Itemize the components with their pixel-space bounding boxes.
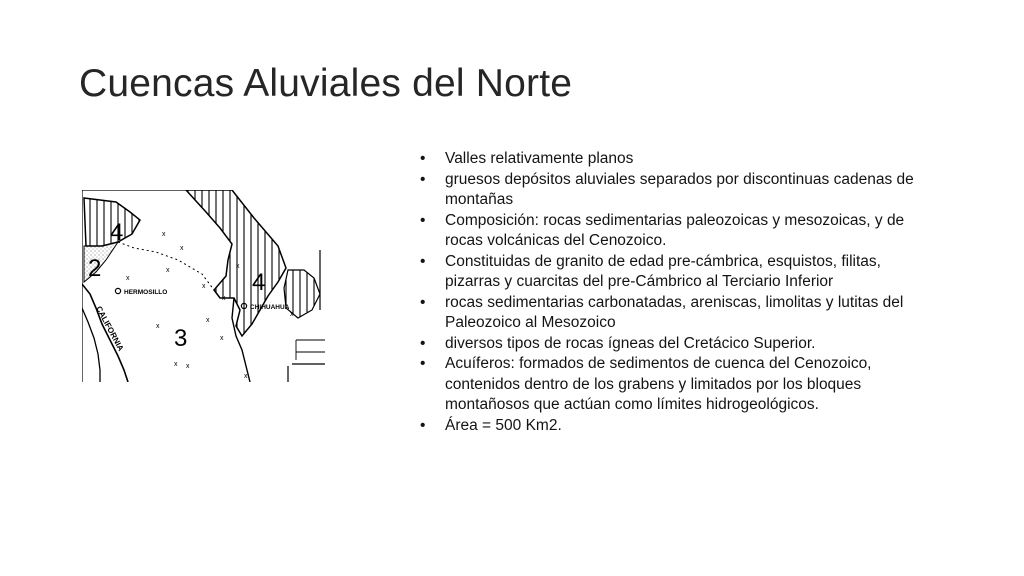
slide-title: Cuencas Aluviales del Norte: [79, 62, 573, 105]
well-marker: x: [126, 275, 130, 282]
zone-label-4-east: 4: [252, 269, 266, 296]
well-marker: x: [186, 363, 190, 370]
bullet-item: • Composición: rocas sedimentarias paleozoicas y mesozoicas, y de rocas volcánicas del Cenozoico.: [420, 211, 920, 252]
coastline: [82, 284, 128, 382]
zone-label-4-west: 4: [110, 219, 124, 246]
well-marker: x: [290, 311, 294, 318]
well-marker: x: [166, 267, 170, 274]
well-marker: x: [220, 335, 224, 342]
east-grid-lines: [296, 340, 325, 360]
bullet-item: • gruesos depósitos aluviales separados por discontinuas cadenas de montañas: [420, 170, 920, 211]
well-marker: x: [206, 317, 210, 324]
well-marker: x: [222, 295, 226, 302]
bullet-item: • Valles relativamente planos: [420, 149, 920, 170]
bullet-item: • Acuíferos: formados de sedimentos de cuenca del Cenozoico, contenidos dentro de los grabens y limitados por los bloques montañosos que actúan como límites hidrogeológicos.: [420, 354, 920, 416]
zone-label-3: 3: [174, 325, 188, 352]
bullet-item: • Constituidas de granito de edad pre-cámbrica, esquistos, filitas, pizarras y cuarcitas del pre-Cámbrico al Terciario Inferior: [420, 252, 920, 293]
california-label: CALIFORNIA: [94, 304, 126, 353]
zone-label-2: 2: [88, 255, 102, 282]
city-label-chihuahua: CHIHUAHUA: [250, 304, 290, 311]
well-marker: x: [156, 323, 160, 330]
well-marker: x: [180, 245, 184, 252]
basin-map-figure: [82, 190, 325, 382]
bullet-item: • diversos tipos de rocas ígneas del Cretácico Superior.: [420, 334, 920, 355]
well-marker: x: [162, 231, 166, 238]
well-marker: x: [236, 263, 240, 270]
city-label-hermosillo: HERMOSILLO: [124, 289, 168, 296]
bullet-item: • Área = 500 Km2.: [420, 416, 920, 437]
baja-boundary: [82, 308, 100, 382]
bullet-list: [420, 149, 920, 436]
well-marker: x: [244, 373, 248, 380]
bullet-item: • rocas sedimentarias carbonatadas, areniscas, limolitas y lutitas del Paleozoico al Mesozoico: [420, 293, 920, 334]
well-marker: x: [202, 283, 206, 290]
hermosillo-marker: [115, 288, 120, 293]
well-marker: x: [174, 361, 178, 368]
